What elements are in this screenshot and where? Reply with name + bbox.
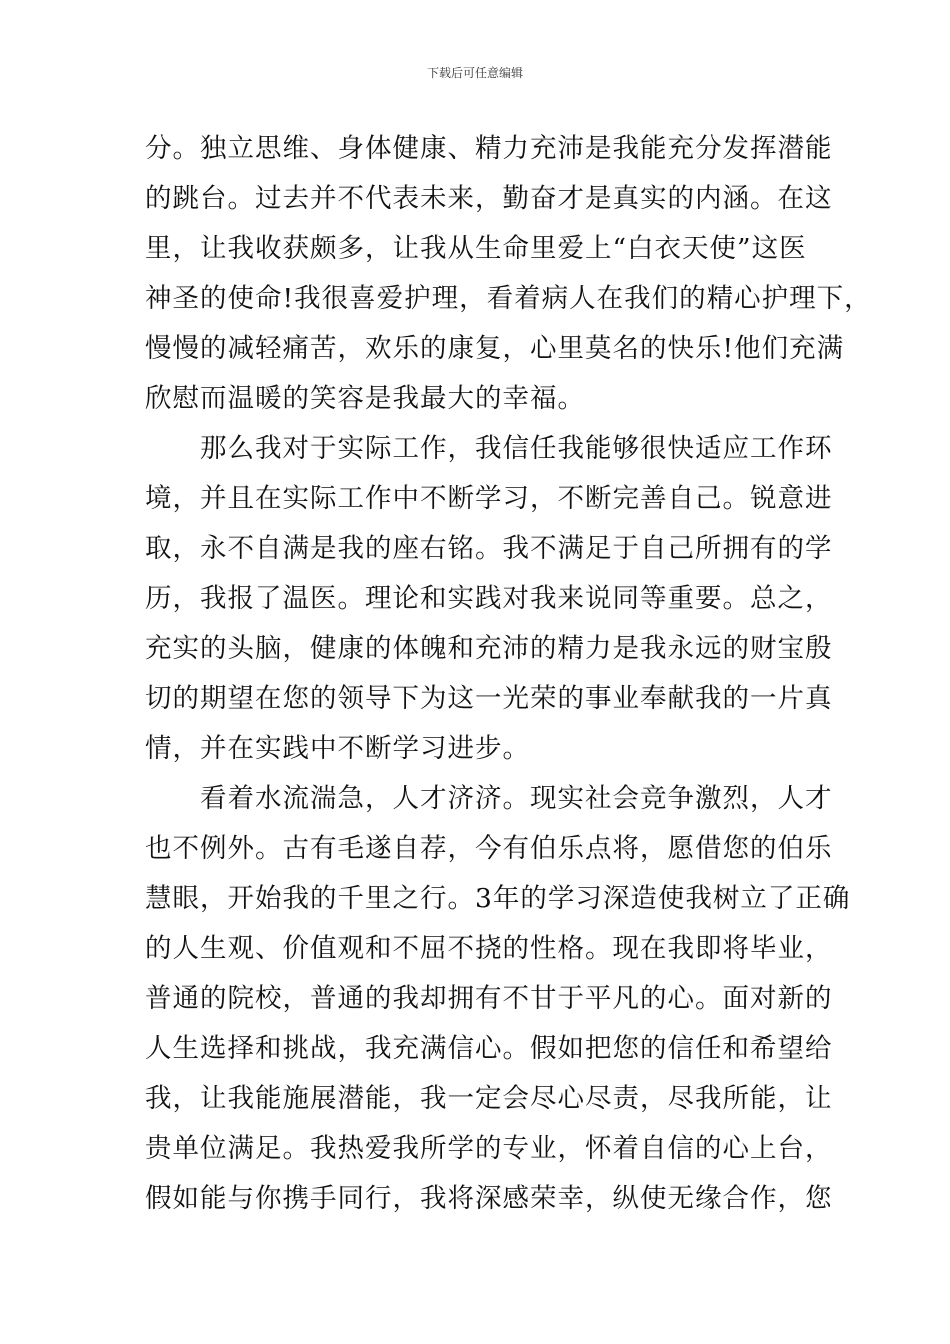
body-line-1: 分。独立思维、身体健康、精力充沛是我能充分发挥潜能 — [145, 133, 833, 164]
body-line-4: 神圣的使命!我很喜爱护理，看着病人在我们的精心护理下， — [145, 283, 872, 314]
body-line-10: 历，我报了温医。理论和实践对我来说同等重要。总之， — [145, 583, 833, 614]
body-line-8: 境，并且在实际工作中不断学习，不断完善自己。锐意进 — [145, 483, 833, 514]
body-line-6: 欣慰而温暖的笑容是我最大的幸福。 — [145, 383, 585, 414]
body-line-7: 那么我对于实际工作，我信任我能够很快适应工作环 — [145, 433, 833, 464]
body-line-3: 里，让我收获颇多，让我从生命里爱上“白衣天使”这医 — [145, 233, 807, 264]
body-line-9: 取，永不自满是我的座右铭。我不满足于自己所拥有的学 — [145, 533, 833, 564]
body-line-11: 充实的头脑，健康的体魄和充沛的精力是我永远的财宝殷 — [145, 633, 833, 664]
body-line-15: 也不例外。古有毛遂自荐，今有伯乐点将，愿借您的伯乐 — [145, 833, 833, 864]
body-line-5: 慢慢的减轻痛苦，欢乐的康复，心里莫名的快乐!他们充满 — [145, 333, 845, 364]
body-line-13: 情，并在实践中不断学习进步。 — [145, 733, 530, 764]
page-header: 下载后可任意编辑 — [426, 66, 523, 80]
body-line-20: 我，让我能施展潜能，我一定会尽心尽责，尽我所能，让 — [145, 1083, 833, 1114]
body-line-17: 的人生观、价值观和不屈不挠的性格。现在我即将毕业， — [145, 933, 833, 964]
body-line-16: 慧眼，开始我的千里之行。3年的学习深造使我树立了正确 — [145, 883, 851, 914]
body-line-21: 贵单位满足。我热爱我所学的专业，怀着自信的心上台， — [145, 1133, 833, 1164]
body-line-18: 普通的院校，普通的我却拥有不甘于平凡的心。面对新的 — [145, 983, 833, 1014]
body-line-2: 的跳台。过去并不代表未来，勤奋才是真实的内涵。在这 — [145, 183, 833, 214]
body-line-22: 假如能与你携手同行，我将深感荣幸，纵使无缘合作，您 — [145, 1183, 833, 1214]
body-line-14: 看着水流湍急，人才济济。现实社会竞争激烈，人才 — [145, 783, 833, 814]
body-line-19: 人生选择和挑战，我充满信心。假如把您的信任和希望给 — [145, 1033, 833, 1064]
body-line-12: 切的期望在您的领导下为这一光荣的事业奉献我的一片真 — [145, 683, 833, 714]
